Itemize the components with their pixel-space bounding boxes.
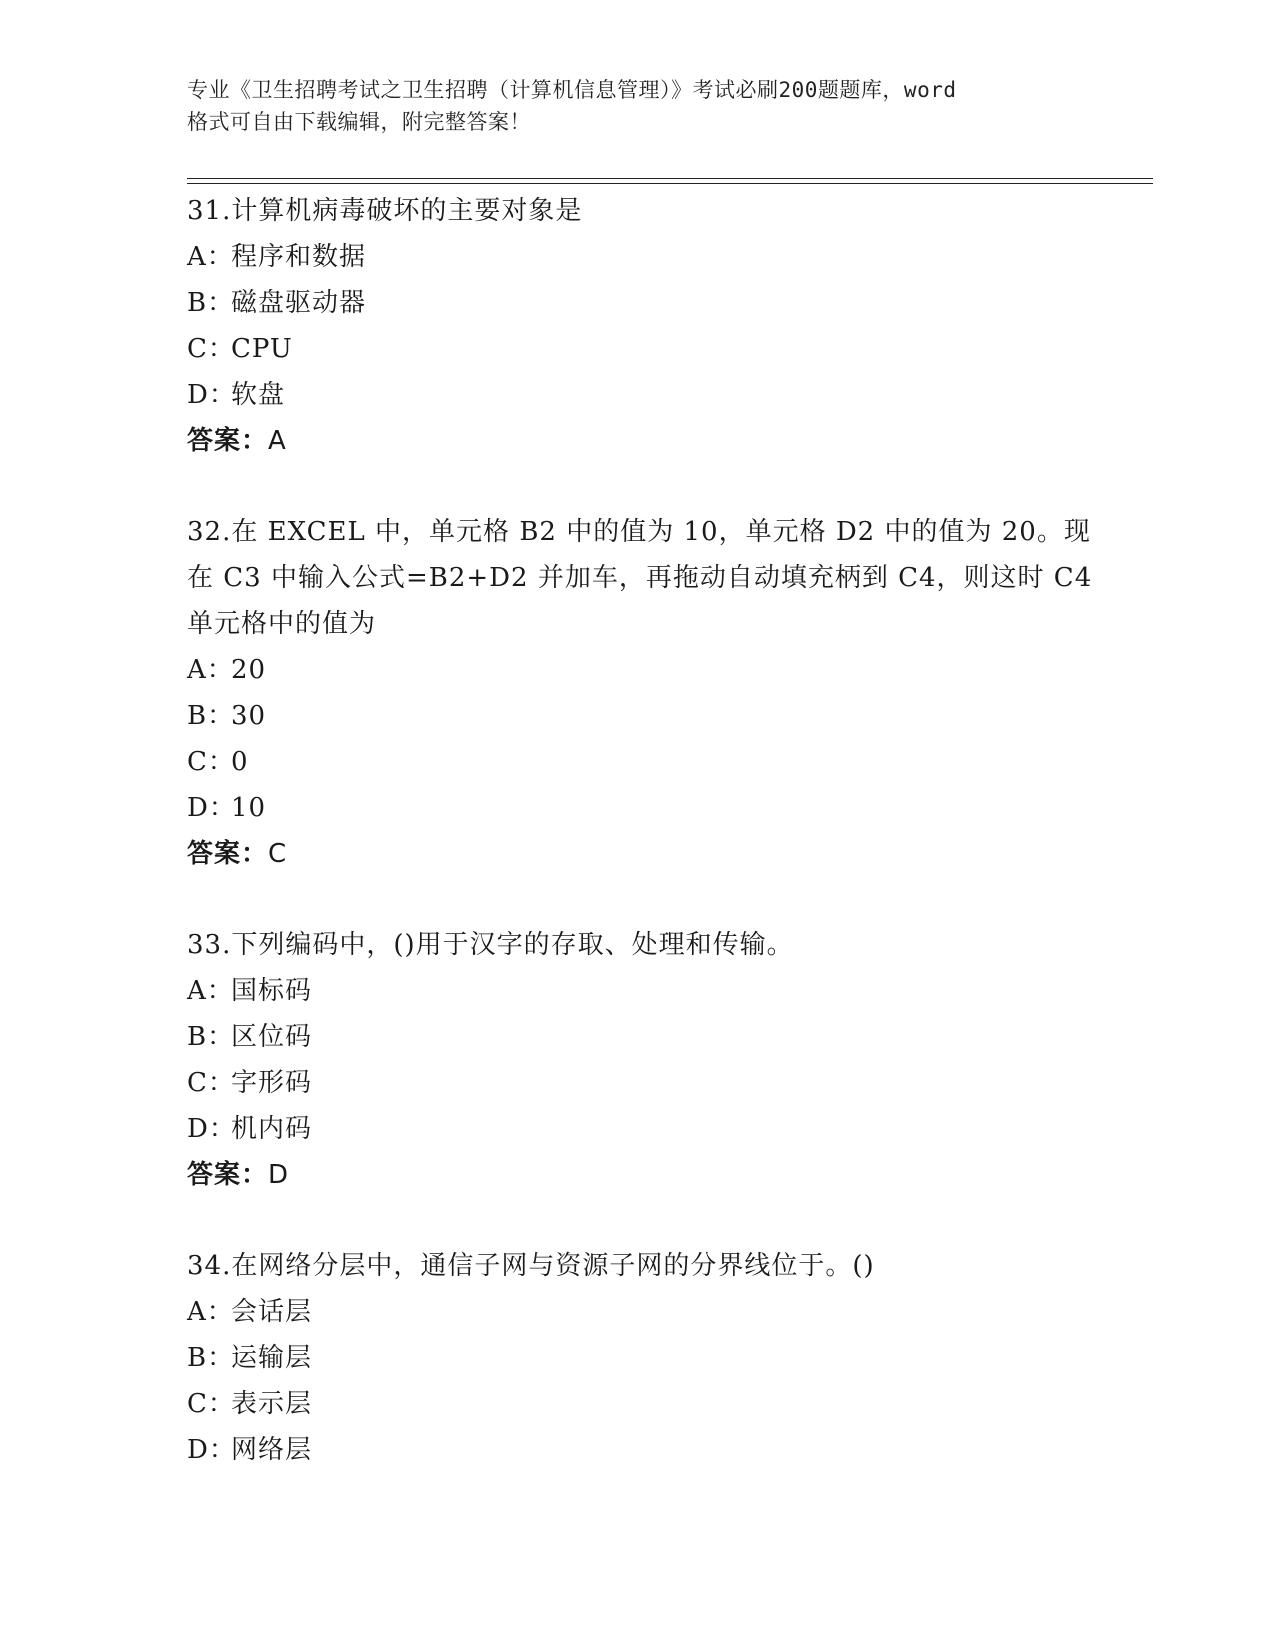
answer-label: 答案： [187,839,269,869]
question-list [187,188,1093,1518]
answer-line [187,831,1087,877]
answer-option [187,693,1087,739]
option-text: 会话层 [231,1297,313,1327]
answer-option [187,280,1087,326]
question-item [187,922,1087,1198]
question-stem-line: 31.计算机病毒破坏的主要对象是 [187,196,583,226]
option-key: D： [187,793,236,823]
answer-option [187,1381,1087,1427]
option-key: A： [187,1297,234,1327]
answer-option [187,968,1087,1014]
answer-option [187,739,1087,785]
option-key: D： [187,1435,236,1465]
option-text: 表示层 [231,1389,313,1419]
option-text: 软盘 [231,380,286,410]
question-stem-line: 单元格中的值为 [187,609,377,639]
answer-label: 答案： [187,1160,269,1190]
answer-option [187,1427,1087,1473]
answer-option [187,1289,1087,1335]
header-line-2: 格式可自由下载编辑，附完整答案！ [187,110,531,134]
option-key: C： [187,1068,235,1098]
option-key: C： [187,747,235,777]
option-key: A： [187,242,234,272]
option-text: 运输层 [231,1343,313,1373]
option-text: 区位码 [231,1022,313,1052]
question-stem-line: 32.在 EXCEL 中，单元格 B2 中的值为 10，单元格 D2 中的值为 20。现 [187,517,1091,547]
option-text: 程序和数据 [231,242,367,272]
answer-option [187,234,1087,280]
answer-value: A [268,426,287,456]
option-key: A： [187,655,234,685]
header-divider-top [187,178,1153,179]
option-text: CPU [231,334,293,364]
option-text: 30 [231,701,267,731]
option-key: D： [187,380,236,410]
answer-option [187,785,1087,831]
answer-option [187,1014,1087,1060]
option-text: 字形码 [231,1068,313,1098]
question-stem-line: 33.下列编码中，()用于汉字的存取、处理和传输。 [187,930,794,960]
question-stem-line: 34.在网络分层中，通信子网与资源子网的分界线位于。() [187,1251,875,1281]
option-text: 0 [231,747,249,777]
question-item [187,1243,1087,1473]
option-text: 国标码 [231,976,313,1006]
option-text: 网络层 [231,1435,313,1465]
option-key: A： [187,976,234,1006]
answer-option [187,1335,1087,1381]
option-text: 磁盘驱动器 [231,288,367,318]
question-item [187,509,1093,877]
option-key: D： [187,1114,236,1144]
question-stem-line: 在 C3 中输入公式=B2+D2 并加车，再拖动自动填充柄到 C4，则这时 C4 [187,563,1093,593]
option-key: B： [187,1022,235,1052]
answer-option [187,326,1087,372]
option-key: B： [187,701,235,731]
option-text: 机内码 [231,1114,313,1144]
option-key: C： [187,1389,235,1419]
answer-value: C [268,839,288,869]
answer-option [187,647,1087,693]
answer-line [187,1152,1087,1198]
option-text: 20 [231,655,267,685]
answer-option [187,1060,1087,1106]
option-key: C： [187,334,235,364]
answer-line [187,418,1087,464]
answer-option [187,372,1087,418]
header-divider-bottom [187,183,1153,184]
header-line-1: 专业《卫生招聘考试之卫生招聘（计算机信息管理）》考试必刷200题题库，word [187,78,957,102]
option-key: B： [187,288,235,318]
answer-option [187,1106,1087,1152]
answer-label: 答案： [187,426,269,456]
answer-value: D [268,1160,290,1190]
option-key: B： [187,1343,235,1373]
option-text: 10 [231,793,267,823]
question-item [187,188,1087,464]
document-header [187,74,1087,138]
